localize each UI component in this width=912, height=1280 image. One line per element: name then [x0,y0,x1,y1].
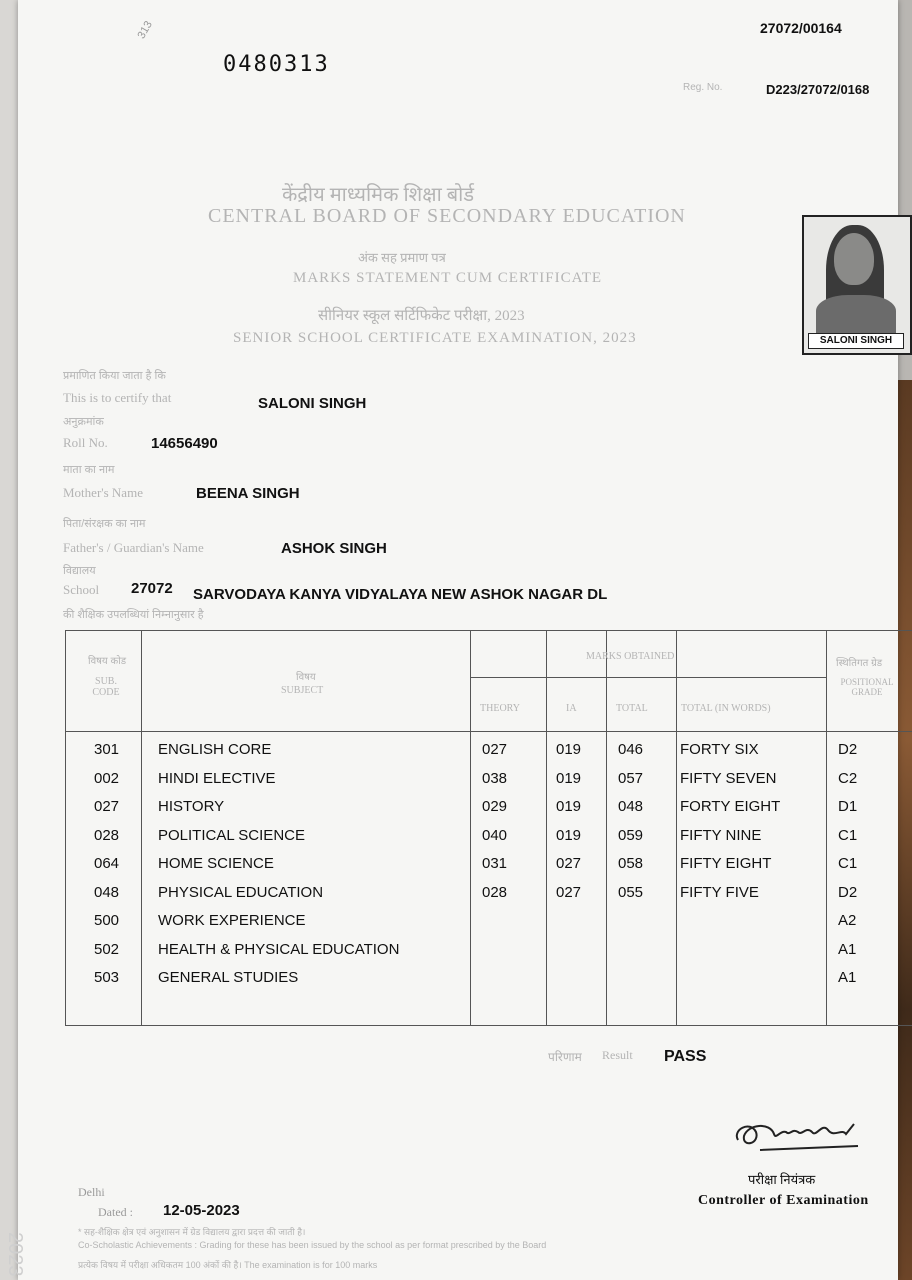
cell-words: FIFTY SEVEN [680,769,777,787]
cell-grade: C1 [838,855,858,872]
document-number: D223/27072/0168 [766,82,870,97]
cell-grade: D2 [838,741,858,758]
controller-title: Controller of Examination [698,1193,869,1208]
school-name: SARVODAYA KANYA VIDYALAYA NEW ASHOK NAGAR DL [193,586,608,603]
table-row [66,969,912,995]
father-name: ASHOK SINGH [281,540,387,557]
header-subject: SUBJECT [281,685,324,696]
footnote-line-1: * सह-शैक्षिक क्षेत्र एवं अनुशासन में ग्रेड विद्यालय द्वारा प्रदत्त की जाती है। [78,1227,306,1237]
cell-subject: ENGLISH CORE [158,741,272,758]
cell-total: 059 [618,826,644,844]
board-name-english: CENTRAL BOARD OF SECONDARY EDUCATION [208,205,686,227]
cell-grade: A1 [838,969,857,986]
cell-grade: A1 [838,940,857,958]
cell-code: 503 [94,969,120,986]
header-code-hindi: विषय कोड [88,656,127,667]
cell-ia: 019 [556,798,582,815]
cell-theory: 038 [482,769,508,787]
cell-subject: HOME SCIENCE [158,855,274,872]
header-words: TOTAL (IN WORDS) [681,703,771,714]
certify-hindi: प्रमाणित किया जाता है कि [63,370,166,382]
student-name: SALONI SINGH [258,395,367,412]
certificate-title-english: MARKS STATEMENT CUM CERTIFICATE [293,270,603,286]
table-row [66,827,912,853]
cell-theory: 029 [482,798,508,815]
footnote-line-3: प्रत्येक विषय में परीक्षा अधिकतम 100 अंकों की है। The examination is for 100 marks [78,1260,378,1270]
marks-table [65,630,912,1026]
photo-face [834,233,874,285]
cell-total: 058 [618,855,644,872]
school-hindi: विद्यालय [63,565,96,577]
cell-theory: 040 [482,826,508,844]
mother-hindi: माता का नाम [63,464,115,476]
cell-subject: WORK EXPERIENCE [158,912,306,929]
cell-subject: PHYSICAL EDUCATION [158,883,324,901]
table-row [66,884,912,910]
mother-name: BEENA SINGH [196,485,300,502]
cell-theory: 028 [482,883,508,901]
header-divider [66,731,912,732]
cell-code: 027 [94,798,120,815]
serial-top: 27072/00164 [760,20,842,36]
school-code: 27072 [131,580,173,597]
doc-no-label: Reg. No. [683,82,723,93]
cell-grade: D2 [838,883,858,901]
place: Delhi [78,1185,105,1199]
cell-theory: 027 [482,741,508,758]
cell-words: FORTY SIX [680,741,759,758]
photo-body [816,295,896,335]
father-label: Father's / Guardian's Name [63,540,204,555]
cell-words: FORTY EIGHT [680,798,781,815]
cell-subject: HISTORY [158,798,225,815]
cell-words: FIFTY FIVE [680,883,759,901]
roll-number: 14656490 [151,435,218,452]
cell-total: 046 [618,741,644,758]
header-total: TOTAL [616,703,648,714]
cell-code: 048 [94,883,120,901]
cell-grade: A2 [838,912,857,929]
cell-ia: 019 [556,741,582,758]
controller-signature [730,1110,880,1160]
table-row [66,941,912,967]
board-name-hindi: केंद्रीय माध्यमिक शिक्षा बोर्ड [281,184,475,206]
cell-grade: C1 [838,826,858,844]
cell-code: 064 [94,855,120,872]
father-hindi: पिता/संरक्षक का नाम [63,518,146,530]
cell-theory: 031 [482,855,508,872]
cell-ia: 019 [556,769,582,787]
school-label: School [63,582,100,597]
cell-subject: POLITICAL SCIENCE [158,826,305,844]
cell-code: 500 [94,912,120,929]
cell-ia: 027 [556,855,582,872]
exam-title-hindi: सीनियर स्कूल सर्टिफिकेट परीक्षा, 2023 [318,308,525,324]
marks-header-divider [470,677,826,678]
header-subject-hindi: विषय [296,672,316,683]
footnote-line-2: Co-Scholastic Achievements : Grading for these has been issued by the school as per format prescribed by the Board [78,1240,547,1250]
watermark: 2023 [4,1232,26,1277]
achievement-hindi: की शैक्षिक उपलब्धियां निम्नानुसार है [63,609,204,621]
table-row [66,770,912,796]
header-code: SUB. CODE [92,676,120,698]
result-value: PASS [664,1048,707,1065]
cell-code: 002 [94,769,120,787]
certificate-title-hindi: अंक सह प्रमाण पत्र [358,250,446,265]
serial-left: 0480313 [223,52,330,77]
header-ia: IA [566,703,577,714]
table-row [66,798,912,824]
table-row [66,912,912,938]
header-grade-hindi: स्थितिगत ग्रेड [836,658,883,669]
cell-code: 028 [94,826,120,844]
roll-hindi: अनुक्रमांक [63,416,104,428]
cell-grade: C2 [838,769,858,787]
cell-total: 057 [618,769,644,787]
cell-subject: HINDI ELECTIVE [158,769,276,787]
cell-words: FIFTY EIGHT [680,855,772,872]
table-row [66,855,912,881]
controller-title-hindi: परीक्षा नियंत्रक [748,1172,816,1187]
mother-label: Mother's Name [63,485,143,500]
cell-subject: GENERAL STUDIES [158,969,299,986]
cell-ia: 019 [556,826,582,844]
cell-code: 301 [94,741,120,758]
dated-label: Dated : [98,1205,133,1219]
roll-label: Roll No. [63,435,108,450]
cell-subject: HEALTH & PHYSICAL EDUCATION [158,940,400,958]
cell-total: 055 [618,883,644,901]
cell-total: 048 [618,798,644,815]
certify-label: This is to certify that [63,390,172,405]
table-row [66,741,912,767]
result-label: Result [602,1048,633,1062]
cell-words: FIFTY NINE [680,826,762,844]
corner-mark: 313 [135,19,155,41]
issue-date: 12-05-2023 [163,1202,240,1219]
marksheet-paper [4,0,898,1280]
photo-caption: SALONI SINGH [808,333,904,349]
cell-grade: D1 [838,798,858,815]
header-grade: POSITIONAL GRADE [840,677,894,697]
cell-code: 502 [94,940,120,958]
cell-ia: 027 [556,883,582,901]
student-photo [802,215,912,355]
exam-title-english: SENIOR SCHOOL CERTIFICATE EXAMINATION, 2023 [233,330,637,346]
header-theory: THEORY [480,703,520,714]
result-label-hindi: परिणाम [548,1050,582,1064]
header-marks: MARKS OBTAINED [586,651,675,662]
